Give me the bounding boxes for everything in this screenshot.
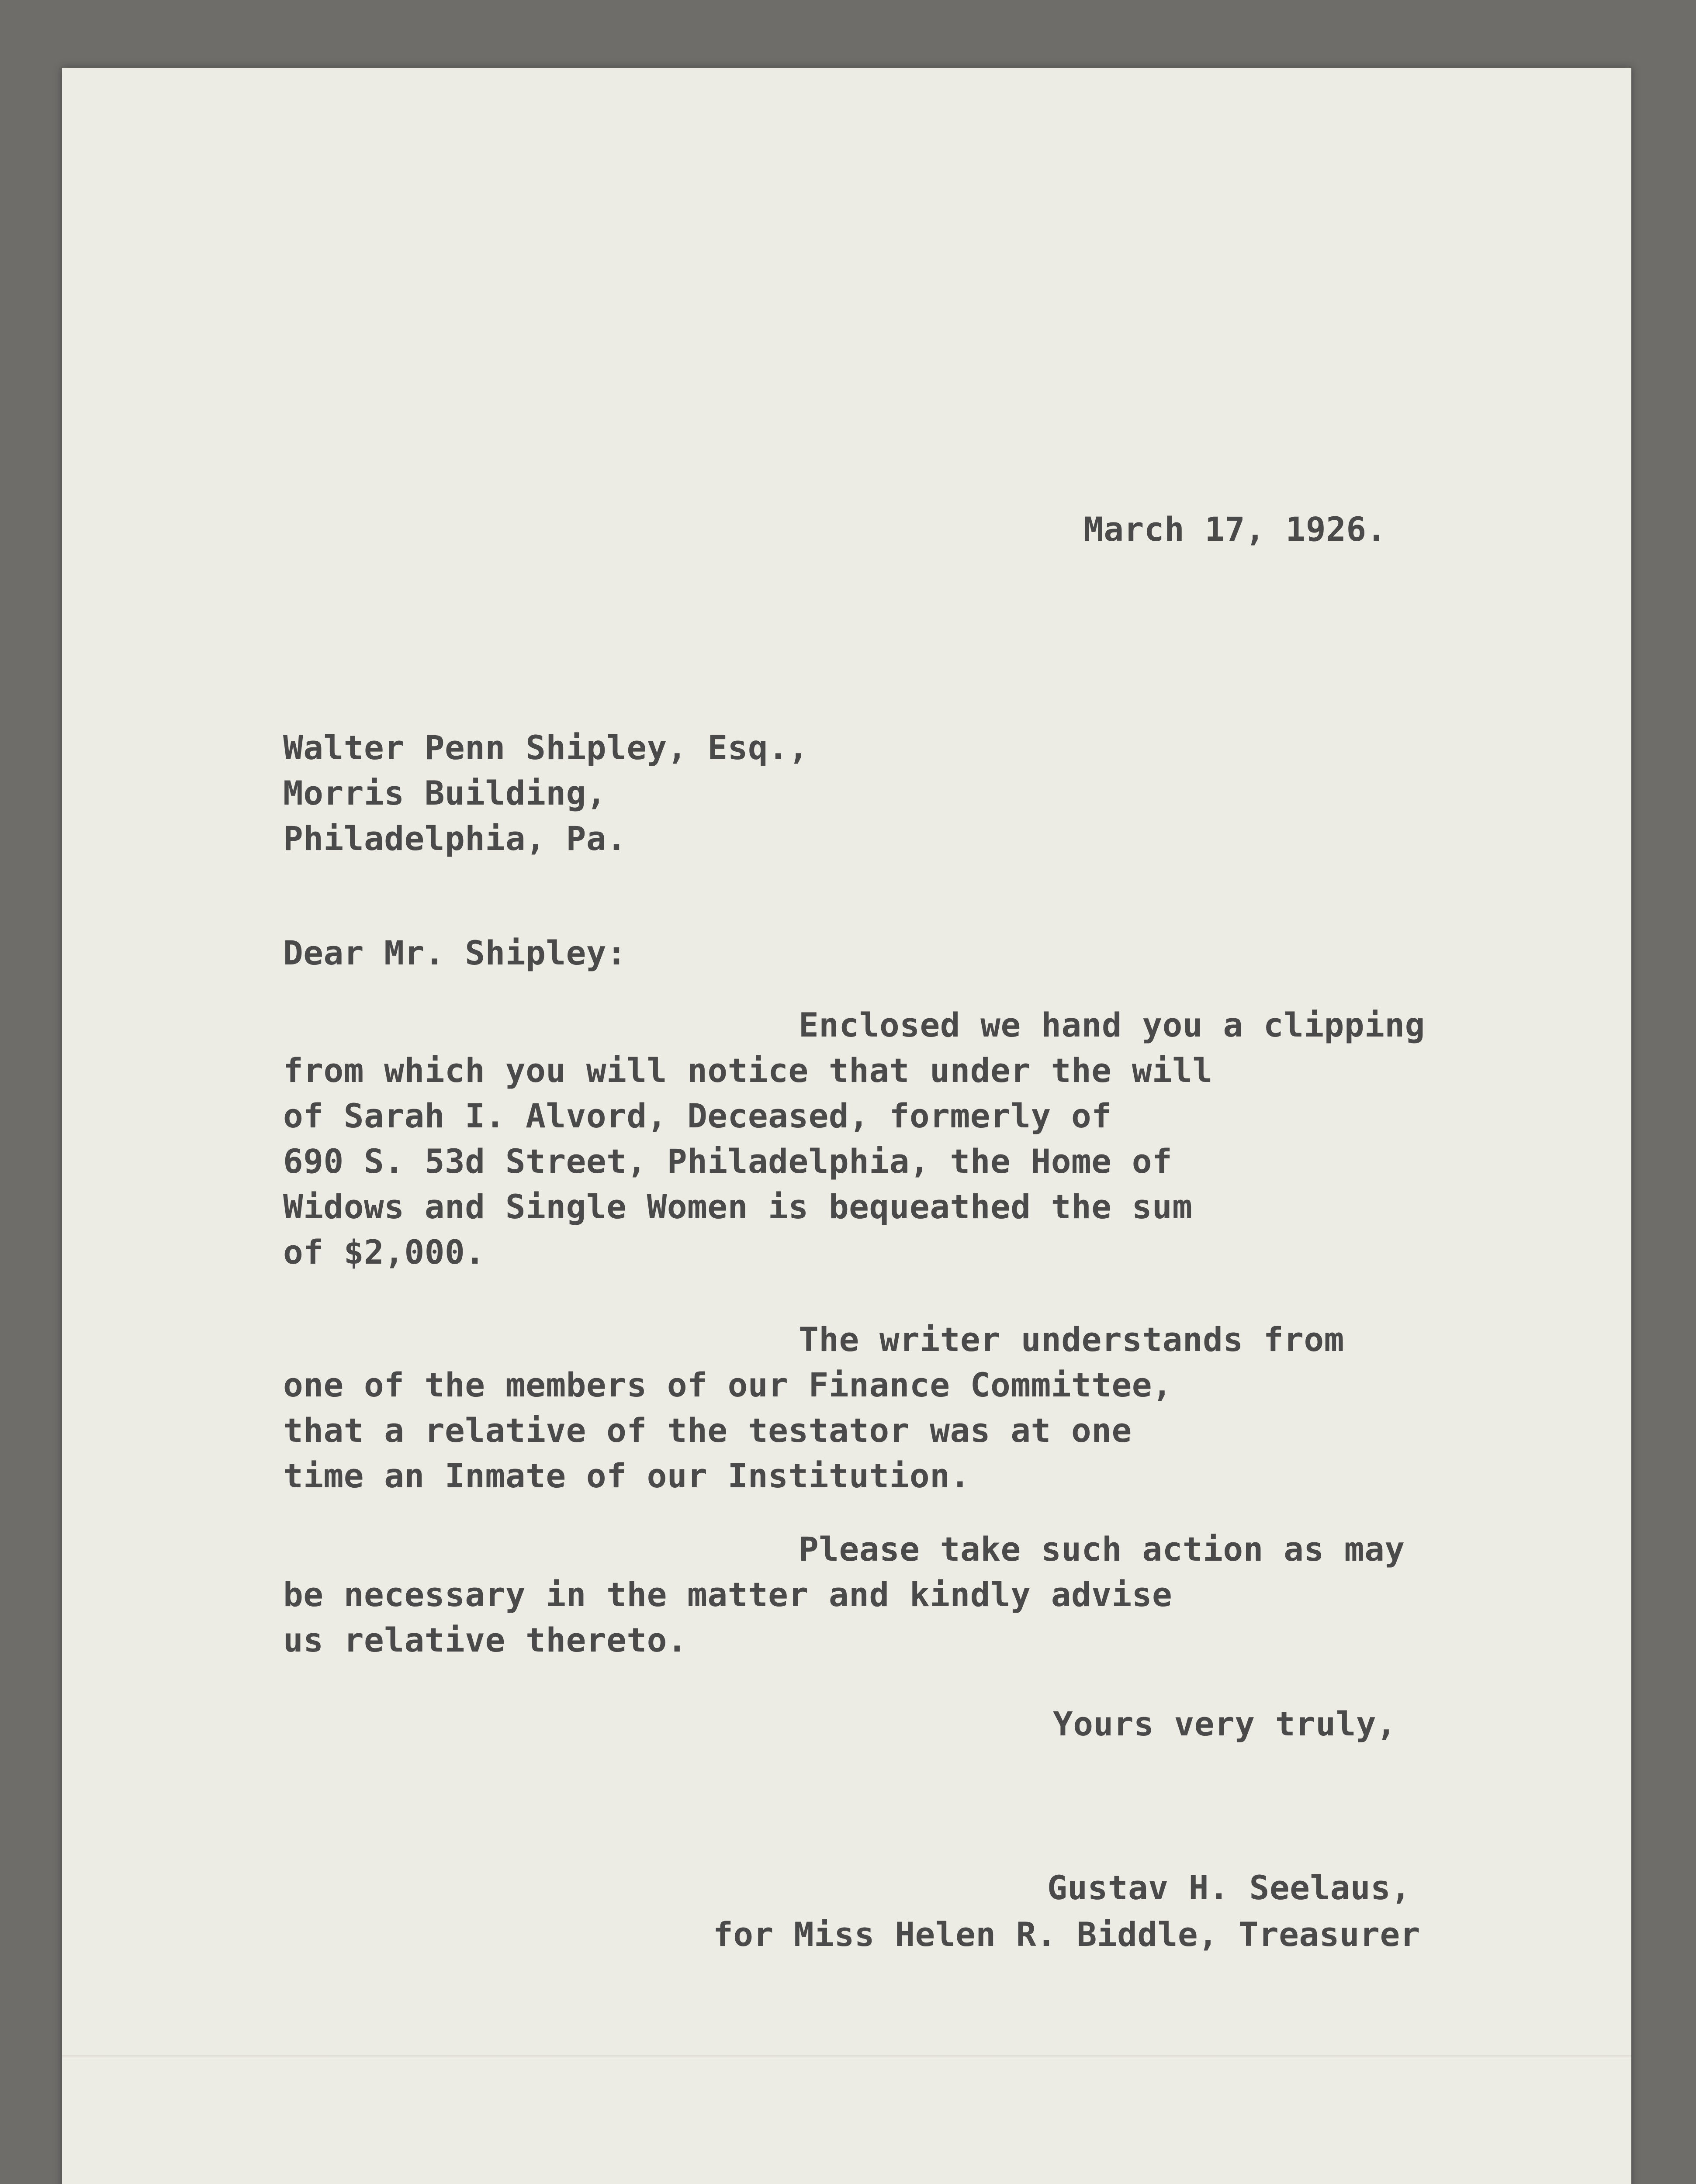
letter-sheet — [62, 68, 1631, 2184]
letter-date: March 17, 1926. — [1083, 510, 1387, 549]
salutation: Dear Mr. Shipley: — [283, 933, 627, 972]
paragraph-line: one of the members of our Finance Committee, — [283, 1365, 1173, 1404]
paper-fold — [62, 2055, 1631, 2059]
paragraph-1 — [283, 1002, 1425, 1275]
paragraph-2 — [283, 1317, 1344, 1499]
recipient-line: Walter Penn Shipley, Esq., — [283, 728, 809, 767]
signer-name: Gustav H. Seelaus, — [1047, 1868, 1411, 1907]
paragraph-line: of Sarah I. Alvord, Deceased, formerly of — [283, 1096, 1112, 1135]
paragraph-line: Please take such action as may — [799, 1530, 1405, 1569]
paragraph-line: be necessary in the matter and kindly advise — [283, 1575, 1173, 1614]
recipient-line: Philadelphia, Pa. — [283, 819, 627, 858]
recipient-line: Morris Building, — [283, 774, 607, 812]
paragraph-line: us relative thereto. — [283, 1621, 688, 1659]
paragraph-line: of $2,000. — [283, 1233, 485, 1272]
recipient-address — [283, 725, 809, 861]
paragraph-line: from which you will notice that under the will — [283, 1051, 1213, 1090]
paragraph-3 — [283, 1527, 1405, 1663]
paragraph-line: Enclosed we hand you a clipping — [799, 1006, 1425, 1044]
paragraph-line: 690 S. 53d Street, Philadelphia, the Home of — [283, 1142, 1173, 1181]
paragraph-line: The writer understands from — [799, 1320, 1344, 1359]
paragraph-line: that a relative of the testator was at one — [283, 1411, 1132, 1450]
paragraph-line: Widows and Single Women is bequeathed the sum — [283, 1187, 1193, 1226]
signer-title: for Miss Helen R. Biddle, Treasurer — [713, 1915, 1420, 1954]
closing: Yours very truly, — [1053, 1704, 1397, 1743]
paragraph-line: time an Inmate of our Institution. — [283, 1456, 970, 1495]
